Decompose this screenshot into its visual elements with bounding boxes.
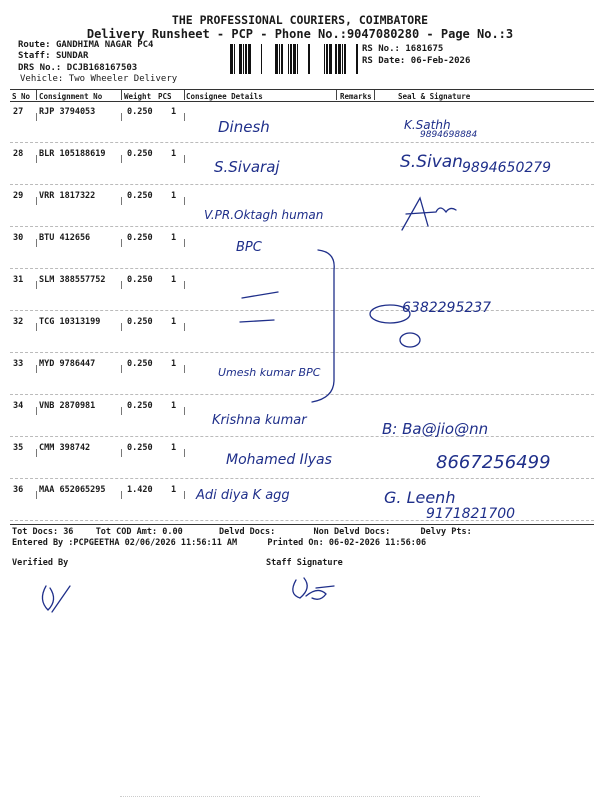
entered-by: Entered By :PCPGEETHA 02/06/2026 11:56:11 AM Printed On: 06-02-2026 11:56:06	[12, 538, 427, 548]
verified-by-label: Verified By	[12, 558, 69, 568]
staff-signature-label: Staff Signature	[266, 558, 343, 568]
col-remarks: Remarks	[340, 92, 372, 101]
hw-consignee-34: Krishna kumar	[212, 413, 307, 428]
company-name: THE PROFESSIONAL COURIERS, COIMBATORE	[171, 13, 429, 27]
hw-consignee-35: Mohamed Ilyas	[226, 452, 332, 468]
row-weight: 0.250	[127, 107, 153, 117]
row-weight: 0.250	[127, 191, 153, 201]
row-consignment-no: BTU 412656	[39, 233, 91, 243]
hw-consignee-33: Umesh kumar BPC	[218, 366, 321, 379]
row-consignment-no: TCG 10313199	[39, 317, 101, 327]
row-sno: 33	[13, 359, 24, 369]
col-seal: Seal & Signature	[398, 92, 471, 101]
row-sno: 32	[13, 317, 24, 327]
table-bottom-rule	[10, 524, 594, 525]
row-weight: 0.250	[127, 149, 153, 159]
hw-seal-36b: 9171821700	[426, 506, 516, 522]
row-pcs: 1	[171, 107, 177, 117]
row-pcs: 1	[171, 485, 177, 495]
vehicle-value: Two Wheeler Delivery	[68, 74, 178, 84]
hw-consignee-27: Dinesh	[218, 118, 270, 136]
hw-consignee-30: BPC	[236, 240, 262, 255]
rs-date-line: RS Date: 06-Feb-2026	[362, 56, 471, 66]
col-consignee: Consignee Details	[186, 92, 263, 101]
route-value: GANDHIMA NAGAR PC4	[55, 40, 154, 50]
row-weight: 1.420	[127, 485, 153, 495]
row-pcs: 1	[171, 317, 177, 327]
row-pcs: 1	[171, 443, 177, 453]
non-delvd-docs-label: Non Delvd Docs:	[313, 527, 391, 537]
hw-seal-35: 8667256499	[436, 452, 551, 473]
hw-seal-36: G. Leenh	[384, 488, 456, 507]
runsheet-title: Delivery Runsheet - PCP - Phone No.:9047080280 - Page No.:3	[86, 27, 514, 41]
hw-seal-28b: 9894650279	[462, 160, 552, 176]
staff-signature-mark	[293, 578, 334, 599]
row-weight: 0.250	[127, 401, 153, 411]
hw-seal-27b: 9894698884	[420, 130, 478, 140]
verified-signature	[42, 586, 70, 612]
row-consignment-no: VNB 2870981	[39, 401, 96, 411]
row-weight: 0.250	[127, 233, 153, 243]
signature-row-29	[402, 198, 456, 230]
route-line: Route: GANDHIMA NAGAR PC4	[18, 40, 154, 50]
hw-seal-32: 6382295237	[402, 300, 492, 316]
hw-seal-27: K.Sathh	[404, 118, 451, 132]
row-sno: 29	[13, 191, 24, 201]
row-consignment-no: MAA 652065295	[39, 485, 106, 495]
row-pcs: 1	[171, 233, 177, 243]
row-weight: 0.250	[127, 317, 153, 327]
row-sno: 36	[13, 485, 24, 495]
rs-date-value: 06-Feb-2026	[410, 56, 471, 66]
totals-line: Tot Docs: 36 Tot COD Amt: 0.00 Delvd Docs: Non Delvd Docs: Delvy Pts:	[12, 527, 472, 537]
row-pcs: 1	[171, 149, 177, 159]
col-consignment: Consignment No	[39, 92, 103, 101]
row-sno: 27	[13, 107, 24, 117]
vehicle-line: Vehicle: Two Wheeler Delivery	[20, 74, 178, 84]
row-sno: 35	[13, 443, 24, 453]
row-consignment-no: CMM 398742	[39, 443, 91, 453]
rs-no-value: 1681675	[405, 44, 444, 54]
row-pcs: 1	[171, 359, 177, 369]
row-sno: 28	[13, 149, 24, 159]
row-pcs: 1	[171, 275, 177, 285]
drs-value: DCJB168167503	[66, 63, 138, 73]
row-sno: 31	[13, 275, 24, 285]
hw-consignee-29: V.PR.Oktagh human	[204, 208, 324, 222]
row-consignment-no: SLM 388557752	[39, 275, 106, 285]
row-consignment-no: VRR 1817322	[39, 191, 96, 201]
row-sno: 34	[13, 401, 24, 411]
rs-no-line: RS No.: 1681675	[362, 44, 444, 54]
row-weight: 0.250	[127, 359, 153, 369]
hw-seal-34: B: Ba@jio@nn	[382, 420, 489, 438]
staff-value: SUNDAR	[55, 51, 89, 61]
col-weight: Weight	[124, 92, 152, 101]
tot-docs-value: 36	[63, 527, 74, 537]
delvy-pts-label: Delvy Pts:	[420, 527, 472, 537]
row-consignment-no: BLR 105188619	[39, 149, 106, 159]
printed-on: Printed On: 06-02-2026 11:56:06	[267, 538, 427, 548]
col-pcs: PCS	[158, 92, 172, 101]
delvd-docs-label: Delvd Docs:	[218, 527, 276, 537]
drs-line: DRS No.: DCJB168167503	[18, 63, 138, 73]
staff-line: Staff: SUNDAR	[18, 51, 89, 61]
row-consignment-no: RJP 3794053	[39, 107, 96, 117]
tot-cod-value: 0.00	[162, 527, 183, 537]
hw-consignee-28: S.Sivaraj	[214, 158, 280, 176]
bracket-stroke	[312, 250, 334, 402]
row-pcs: 1	[171, 191, 177, 201]
row-weight: 0.250	[127, 275, 153, 285]
hw-consignee-36: Adi diya K agg	[196, 488, 290, 503]
col-sno: S No	[12, 92, 31, 101]
row-pcs: 1	[171, 401, 177, 411]
row-consignment-no: MYD 9786447	[39, 359, 96, 369]
row-sno: 30	[13, 233, 24, 243]
hw-seal-28: S.Sivan	[400, 152, 463, 172]
row-weight: 0.250	[127, 443, 153, 453]
